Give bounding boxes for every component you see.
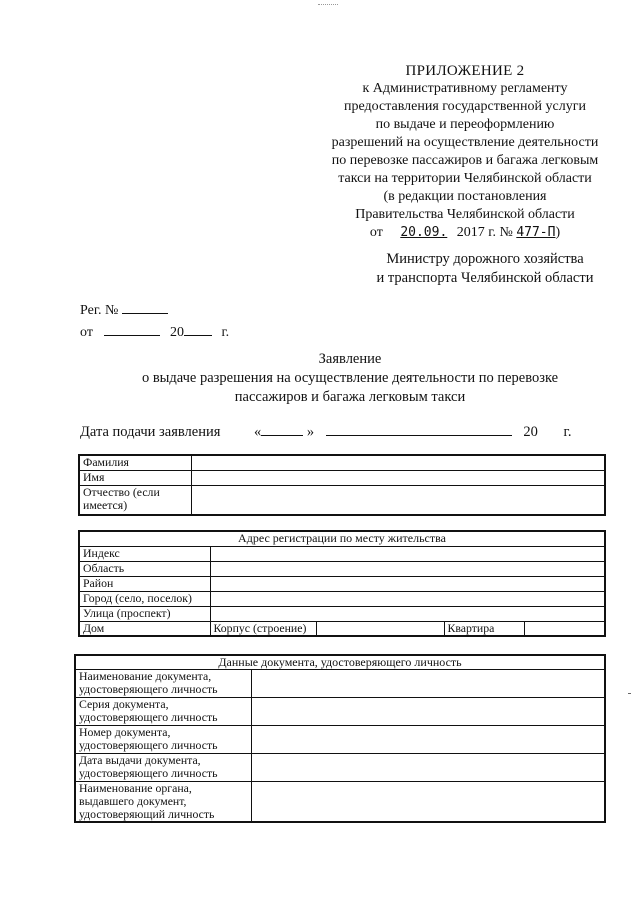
year-text: 2017 г. № bbox=[456, 225, 513, 240]
patronymic-label: Отчество (если имеется) bbox=[79, 485, 191, 515]
reg-year-suffix: г. bbox=[221, 325, 230, 340]
identity-header: Данные документа, удостоверяющего личность bbox=[75, 655, 605, 670]
region-label: Область bbox=[79, 561, 210, 576]
approval-line: такси на территории Челябинской области bbox=[338, 171, 592, 186]
close-quote: » bbox=[306, 424, 315, 440]
doc-issuer-field[interactable] bbox=[251, 782, 605, 823]
reg-number-row bbox=[80, 299, 168, 319]
submission-year-prefix: 20 bbox=[523, 424, 538, 440]
address-header: Адрес регистрации по месту жительства bbox=[79, 531, 605, 546]
district-label: Район bbox=[79, 576, 210, 591]
approval-block bbox=[300, 62, 630, 242]
surname-label: Фамилия bbox=[79, 455, 191, 470]
application-subtitle: о выдаче разрешения на осуществление деятельности по перевозке bbox=[141, 370, 559, 386]
street-label: Улица (проспект) bbox=[79, 606, 210, 621]
approval-line: к Административному регламенту bbox=[362, 81, 568, 96]
scan-artifact bbox=[628, 693, 631, 694]
table-row bbox=[79, 455, 605, 470]
recipient-line: Министру дорожного хозяйства bbox=[386, 251, 584, 267]
resolution-date-line bbox=[300, 224, 630, 242]
doc-name-field[interactable] bbox=[251, 670, 605, 698]
approval-line: Правительства Челябинской области bbox=[355, 207, 575, 222]
page-top-mark bbox=[318, 4, 338, 7]
table-row bbox=[75, 670, 605, 698]
reg-date-field[interactable] bbox=[104, 321, 160, 336]
application-title: Заявление bbox=[318, 351, 382, 367]
approval-line: предоставления государственной услуги bbox=[344, 99, 586, 114]
table-row bbox=[79, 591, 605, 606]
approval-line: по выдаче и переоформлению bbox=[375, 117, 555, 132]
submission-month-field[interactable] bbox=[326, 421, 512, 436]
name-label: Имя bbox=[79, 470, 191, 485]
appendix-title: ПРИЛОЖЕНИЕ 2 bbox=[405, 63, 525, 79]
personal-data-table bbox=[78, 454, 606, 516]
application-subtitle: пассажиров и багажа легковым такси bbox=[234, 389, 466, 405]
table-row bbox=[79, 485, 605, 515]
approval-line: разрешений на осуществление деятельности bbox=[331, 135, 599, 150]
city-label: Город (село, поселок) bbox=[79, 591, 210, 606]
address-table bbox=[78, 530, 606, 637]
table-row bbox=[75, 754, 605, 782]
district-field[interactable] bbox=[210, 576, 605, 591]
table-row bbox=[79, 470, 605, 485]
approval-line: по перевозке пассажиров и багажа легковым bbox=[331, 153, 599, 168]
resolution-date: 20.09. bbox=[400, 225, 448, 240]
apartment-field[interactable] bbox=[524, 621, 605, 636]
doc-series-label: Серия документа, удостоверяющего личность bbox=[75, 698, 251, 726]
table-row bbox=[79, 606, 605, 621]
city-field[interactable] bbox=[210, 591, 605, 606]
doc-number-label: Номер документа, удостоверяющего личность bbox=[75, 726, 251, 754]
table-row bbox=[75, 655, 605, 670]
table-row bbox=[79, 561, 605, 576]
surname-field[interactable] bbox=[191, 455, 605, 470]
open-quote: « bbox=[254, 424, 262, 440]
name-field[interactable] bbox=[191, 470, 605, 485]
date-prefix: от bbox=[369, 225, 383, 240]
reg-year-field[interactable] bbox=[184, 321, 212, 336]
doc-name-label: Наименование документа, удостоверяющего личность bbox=[75, 670, 251, 698]
table-row bbox=[79, 531, 605, 546]
submission-date-label: Дата подачи заявления bbox=[80, 424, 221, 440]
region-field[interactable] bbox=[210, 561, 605, 576]
house-label: Дом bbox=[79, 621, 210, 636]
submission-day-field[interactable] bbox=[261, 421, 303, 436]
identity-document-table bbox=[74, 654, 606, 823]
recipient-line: и транспорта Челябинской области bbox=[376, 270, 594, 286]
reg-date-row bbox=[80, 321, 229, 341]
doc-issue-date-label: Дата выдачи документа, удостоверяющего личность bbox=[75, 754, 251, 782]
reg-year-prefix: 20 bbox=[169, 325, 184, 340]
street-field[interactable] bbox=[210, 606, 605, 621]
building-label: Корпус (строение) bbox=[210, 621, 316, 636]
reg-number-field[interactable] bbox=[122, 299, 168, 314]
table-row bbox=[75, 726, 605, 754]
doc-series-field[interactable] bbox=[251, 698, 605, 726]
approval-line: (в редакции постановления bbox=[383, 189, 547, 204]
doc-issuer-label: Наименование органа, выдавшего документ, удостоверяющий личность bbox=[75, 782, 251, 823]
index-label: Индекс bbox=[79, 546, 210, 561]
reg-date-label: от bbox=[80, 325, 93, 340]
building-field[interactable] bbox=[316, 621, 444, 636]
reg-number-label: Рег. № bbox=[80, 303, 119, 318]
submission-date-row bbox=[80, 421, 600, 441]
table-row bbox=[79, 546, 605, 561]
recipient-block bbox=[340, 250, 630, 288]
table-row bbox=[79, 621, 605, 636]
table-row bbox=[75, 782, 605, 823]
doc-issue-date-field[interactable] bbox=[251, 754, 605, 782]
table-row bbox=[75, 698, 605, 726]
close-paren: ) bbox=[555, 225, 561, 240]
doc-number-field[interactable] bbox=[251, 726, 605, 754]
patronymic-field[interactable] bbox=[191, 485, 605, 515]
submission-year-suffix: г. bbox=[563, 424, 572, 440]
apartment-label: Квартира bbox=[444, 621, 524, 636]
application-heading bbox=[80, 350, 620, 407]
resolution-number: 477-П bbox=[516, 225, 556, 240]
index-field[interactable] bbox=[210, 546, 605, 561]
table-row bbox=[79, 576, 605, 591]
